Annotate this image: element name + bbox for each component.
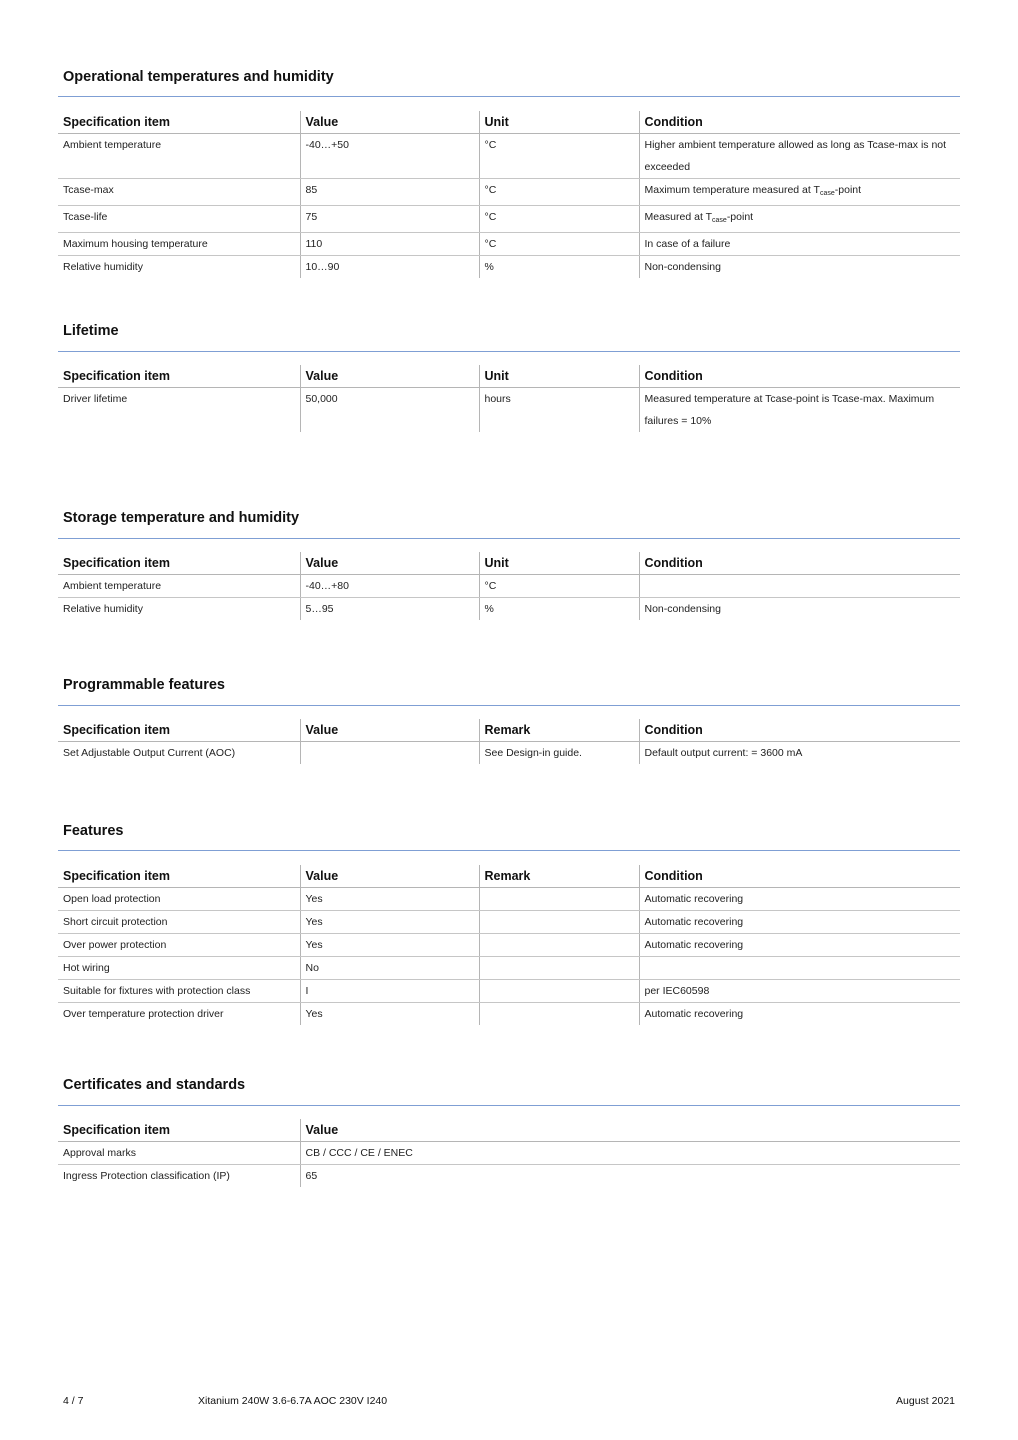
cell-item: Set Adjustable Output Current (AOC) <box>63 746 236 759</box>
cell-condition <box>639 205 960 232</box>
section-title: Features <box>63 823 124 839</box>
section-title: Programmable features <box>63 677 225 693</box>
cell-condition: Default output current: = 3600 mA <box>639 741 960 764</box>
section-divider <box>58 351 960 352</box>
cell-item: Open load protection <box>58 887 300 910</box>
cell-condition <box>639 178 960 205</box>
table-row <box>58 255 960 278</box>
cell-unit: % <box>479 597 639 620</box>
cell-value: Yes <box>300 910 479 933</box>
cell-value: Yes <box>300 933 479 956</box>
header-value: Value <box>300 1119 960 1141</box>
cell-item: Short circuit protection <box>58 910 300 933</box>
condition-subscript: case <box>712 216 727 224</box>
cell-item: Relative humidity <box>63 602 143 615</box>
table-row <box>58 178 960 205</box>
cell-item: Tcase-max <box>58 178 300 205</box>
section-title: Lifetime <box>63 323 119 339</box>
cell-remark <box>479 887 639 910</box>
cell-item: Tcase-life <box>58 205 300 232</box>
cell-item: Ambient temperature <box>58 574 300 597</box>
header-unit: Unit <box>479 552 639 574</box>
header-value: Value <box>300 365 479 387</box>
cell-remark: See Design-in guide. <box>479 741 639 764</box>
header-value: Value <box>300 865 479 887</box>
spec-table <box>58 865 960 1025</box>
table-header-row <box>58 865 960 887</box>
cell-item: Relative humidity <box>63 260 143 273</box>
table-row <box>58 232 960 255</box>
spec-table <box>58 719 960 764</box>
cell-value: 65 <box>300 1164 960 1187</box>
cell-condition: Automatic recovering <box>639 933 960 956</box>
condition-text: -point <box>726 210 754 223</box>
cell-condition: Automatic recovering <box>639 887 960 910</box>
header-spec-item: Specification item <box>58 1119 300 1141</box>
header-condition: Condition <box>639 111 960 133</box>
cell-item: Over temperature protection driver <box>63 1007 224 1020</box>
cell-unit: °C <box>479 232 639 255</box>
header-condition: Condition <box>639 365 960 387</box>
condition-text: Maximum temperature measured at T <box>644 183 820 196</box>
cell-unit: °C <box>479 574 639 597</box>
cell-remark <box>479 956 639 979</box>
cell-condition: In case of a failure <box>639 232 960 255</box>
table-row <box>58 574 960 597</box>
document-date: August 2021 <box>896 1395 955 1407</box>
cell-value: 10…90 <box>300 255 479 278</box>
spec-table <box>58 552 960 620</box>
cell-item: Ambient temperature <box>58 133 300 178</box>
condition-subscript: case <box>819 189 835 197</box>
section-divider <box>58 538 960 539</box>
table-row <box>58 956 960 979</box>
cell-condition: Measured temperature at Tcase-point is Tcase-max. Maximum failures = 10% <box>639 387 960 432</box>
table-header-row <box>58 719 960 741</box>
section-storage <box>58 507 960 615</box>
cell-item: Driver lifetime <box>63 392 128 405</box>
cell-remark <box>479 1002 639 1025</box>
header-condition: Condition <box>639 719 960 741</box>
cell-condition: Automatic recovering <box>639 1002 960 1025</box>
header-value: Value <box>300 552 479 574</box>
header-condition: Condition <box>639 865 960 887</box>
cell-unit: °C <box>479 205 639 232</box>
product-name: Xitanium 240W 3.6-6.7A AOC 230V I240 <box>198 1395 388 1407</box>
cell-condition: Non-condensing <box>639 255 960 278</box>
cell-value: No <box>300 956 479 979</box>
table-row <box>58 741 960 764</box>
cell-item: Maximum housing temperature <box>58 232 300 255</box>
section-title: Certificates and standards <box>63 1077 246 1093</box>
table-row <box>58 979 960 1002</box>
cell-item: Over power protection <box>58 933 300 956</box>
header-unit: Unit <box>479 365 639 387</box>
section-divider <box>58 1105 960 1106</box>
table-row <box>58 910 960 933</box>
cell-condition: Automatic recovering <box>639 910 960 933</box>
header-value: Value <box>300 111 479 133</box>
header-spec-item: Specification item <box>58 552 300 574</box>
cell-remark <box>479 910 639 933</box>
section-features <box>58 820 960 1020</box>
table-header-row <box>58 552 960 574</box>
cell-item: Approval marks <box>58 1141 300 1164</box>
cell-value: 5…95 <box>300 597 479 620</box>
page-number: 4 / 7 <box>63 1395 84 1407</box>
table-row <box>58 387 960 432</box>
header-unit: Unit <box>479 111 639 133</box>
spec-table <box>58 1119 960 1187</box>
cell-unit: % <box>479 255 639 278</box>
cell-remark <box>479 979 639 1002</box>
cell-condition <box>639 574 960 597</box>
spec-table <box>58 111 960 278</box>
section-certificates <box>58 1074 960 1182</box>
table-row <box>58 1164 960 1187</box>
cell-value: -40…+80 <box>300 574 479 597</box>
cell-unit: hours <box>479 387 639 432</box>
section-divider <box>58 705 960 706</box>
cell-condition: Non-condensing <box>639 597 960 620</box>
header-condition: Condition <box>639 552 960 574</box>
section-operational <box>58 66 960 273</box>
cell-value: CB / CCC / CE / ENEC <box>300 1141 960 1164</box>
section-lifetime <box>58 320 960 427</box>
table-header-row <box>58 111 960 133</box>
section-title: Operational temperatures and humidity <box>63 69 334 85</box>
cell-value: Yes <box>300 1002 479 1025</box>
table-header-row <box>58 365 960 387</box>
table-row <box>58 1141 960 1164</box>
table-row <box>58 205 960 232</box>
header-spec-item: Specification item <box>58 719 300 741</box>
cell-value: 50,000 <box>300 387 479 432</box>
cell-value: I <box>300 979 479 1002</box>
table-row <box>58 597 960 620</box>
header-value: Value <box>300 719 479 741</box>
cell-value: 110 <box>300 232 479 255</box>
cell-item: Ingress Protection classification (IP) <box>63 1169 230 1182</box>
section-divider <box>58 96 960 97</box>
cell-value: Yes <box>300 887 479 910</box>
section-divider <box>58 850 960 851</box>
header-spec-item: Specification item <box>58 111 300 133</box>
cell-unit: °C <box>479 133 639 178</box>
table-header-row <box>58 1119 960 1141</box>
cell-value <box>300 741 479 764</box>
cell-condition: per IEC60598 <box>639 979 960 1002</box>
header-spec-item: Specification item <box>58 365 300 387</box>
cell-remark <box>479 933 639 956</box>
condition-text: -point <box>834 183 862 196</box>
header-spec-item: Specification item <box>58 865 300 887</box>
cell-value: 85 <box>300 178 479 205</box>
cell-unit: °C <box>479 178 639 205</box>
cell-condition: Higher ambient temperature allowed as long as Tcase-max is not exceeded <box>639 133 960 178</box>
cell-item: Suitable for fixtures with protection class <box>58 979 300 1002</box>
header-remark: Remark <box>479 865 639 887</box>
spec-table <box>58 365 960 432</box>
table-row <box>58 133 960 178</box>
cell-condition <box>639 956 960 979</box>
table-row <box>58 933 960 956</box>
header-remark: Remark <box>479 719 639 741</box>
cell-item: Hot wiring <box>58 956 300 979</box>
condition-text: Measured at T <box>644 210 713 223</box>
table-row <box>58 887 960 910</box>
section-programmable <box>58 674 960 759</box>
cell-value: 75 <box>300 205 479 232</box>
cell-value: -40…+50 <box>300 133 479 178</box>
section-title: Storage temperature and humidity <box>63 510 300 526</box>
table-row <box>58 1002 960 1025</box>
